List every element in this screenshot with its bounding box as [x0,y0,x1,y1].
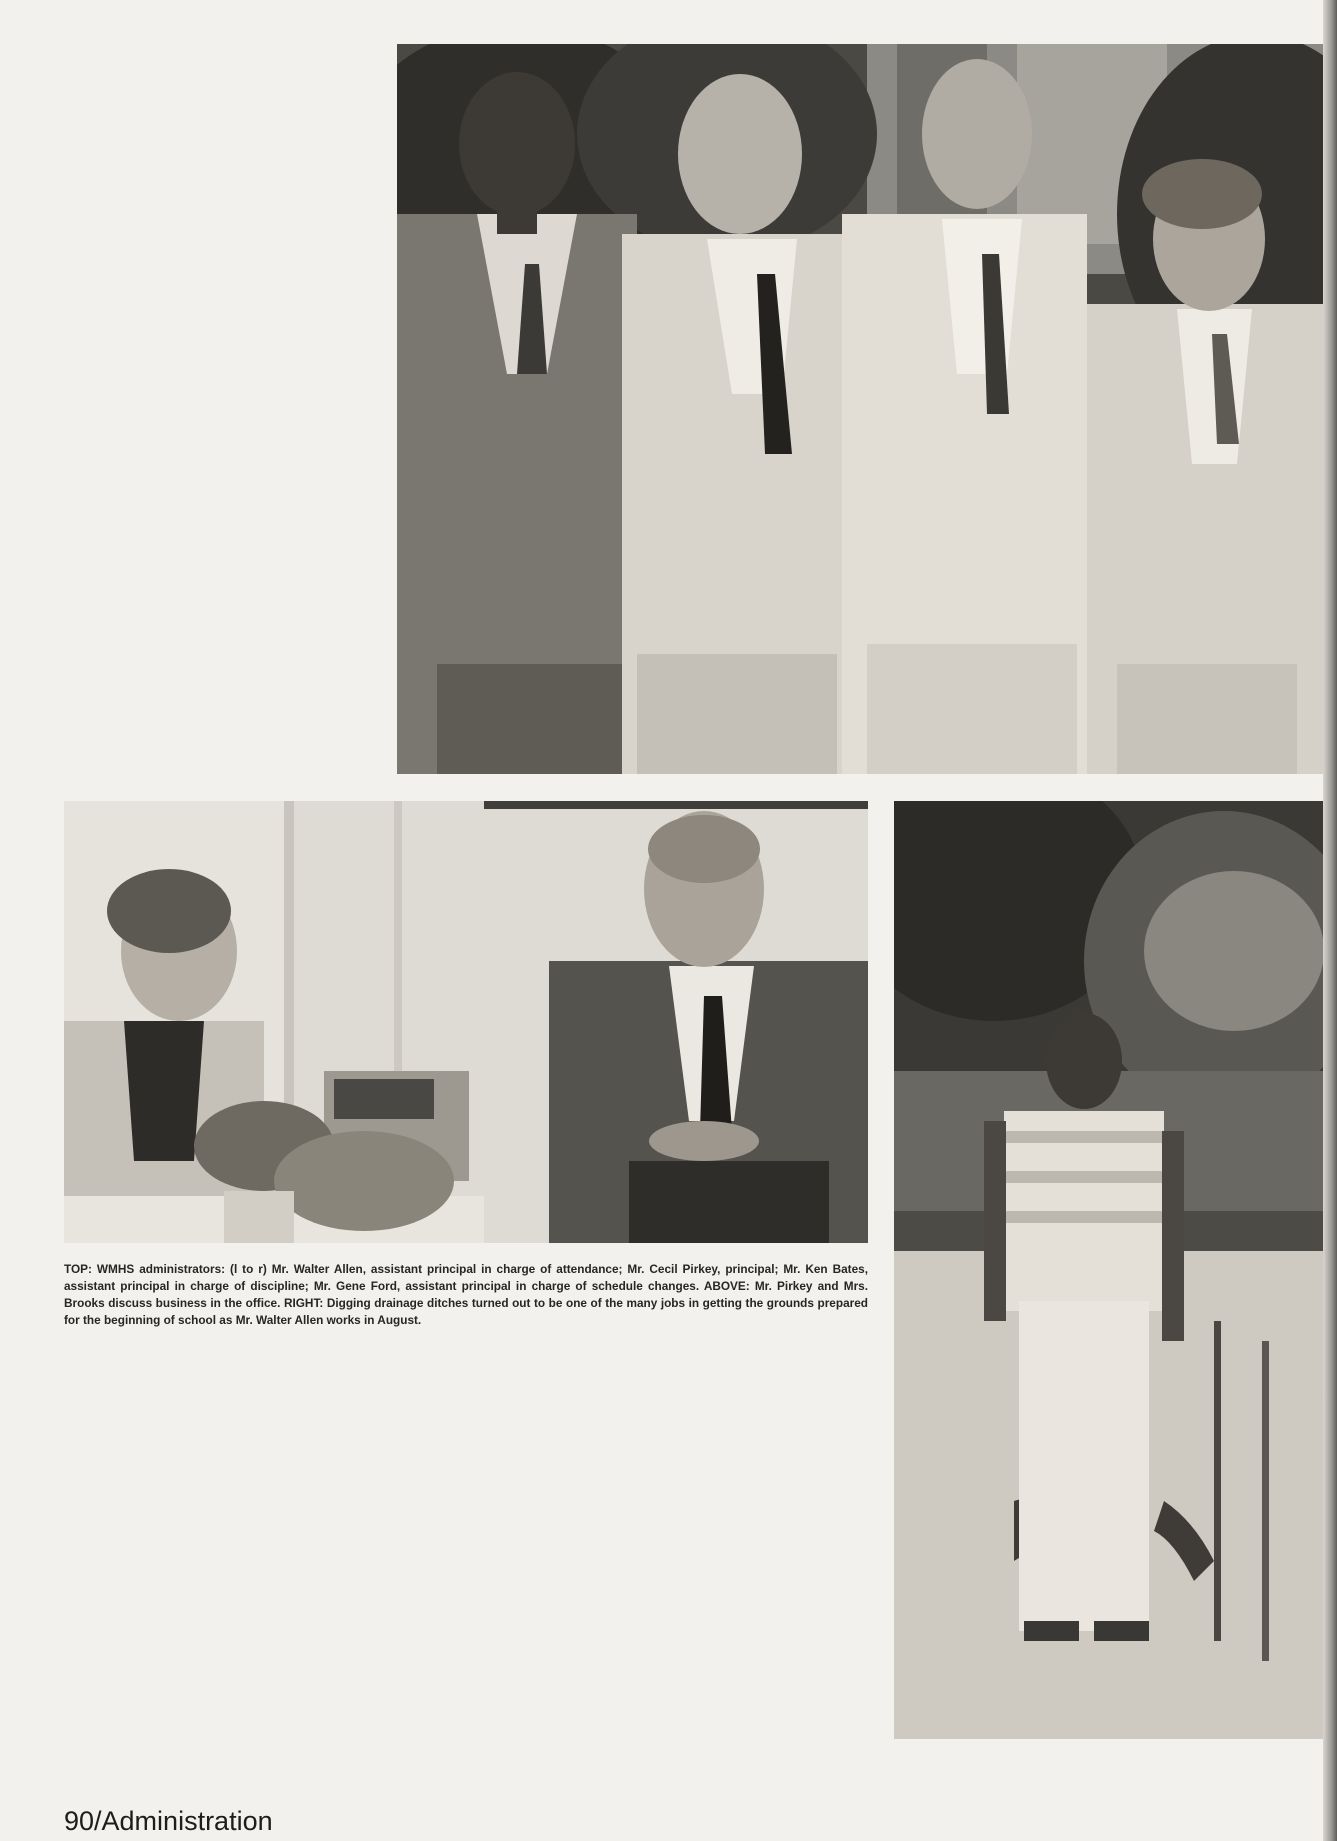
page-folio: 90/Administration [64,1806,273,1836]
photo-office-meeting [64,801,868,1243]
photo-administrators [397,44,1323,774]
photo-digging-ditches [894,801,1323,1739]
photo-caption: TOP: WMHS administrators: (l to r) Mr. Walter Allen, assistant principal in charge of attendance; Mr. Cecil Pirkey, principal; Mr. Ken Bates, assistant principal in charge of discipline; Mr. Gene Ford, assistant principal in charge of schedule changes. ABOVE: Mr. Pirkey and Mrs. Brooks discuss business in the office. RIGHT: Digging drainage ditches turned out to be one of the many jobs in getting the grounds prepared for the beginning of school as Mr. Walter Allen works in August. [64,1262,868,1327]
page-binding-edge [1323,0,1337,1841]
